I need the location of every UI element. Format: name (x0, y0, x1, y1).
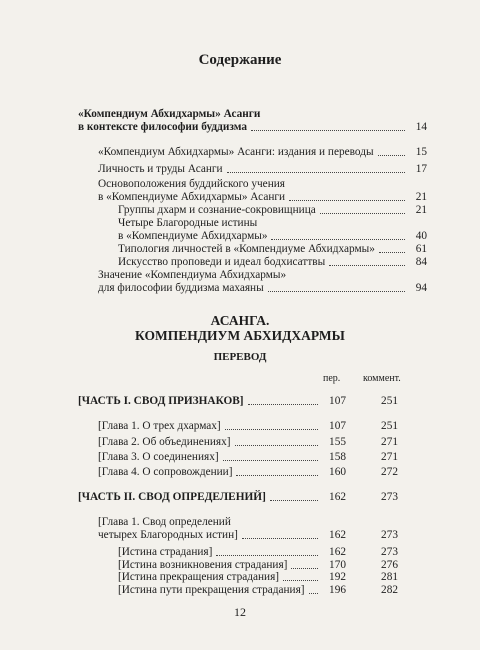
translation-entry-title: [Глава 3. О соединениях] (98, 451, 219, 463)
dot-leader (216, 555, 318, 556)
intro-entry-title: «Компендиум Абхидхармы» Асанги (78, 108, 261, 120)
translation-page-cell: 170 (329, 559, 346, 571)
dot-leader (235, 445, 318, 446)
page-number-cell: 40 (415, 229, 427, 242)
page-number-cell: 17 (415, 163, 427, 175)
translation-entry-title: [Глава 1. Свод определений (98, 516, 231, 528)
translation-page-cell: 162 (329, 546, 346, 558)
dot-leader (223, 460, 318, 461)
translation-page-cell: 155 (329, 436, 346, 448)
intro-entry-title: в контексте философии буддизма (78, 120, 248, 133)
section-subtitle: ПЕРЕВОД (213, 351, 267, 363)
book-title-line2: КОМПЕНДИУМ АБХИДХАРМЫ (135, 328, 345, 343)
dot-leader (329, 265, 405, 266)
page-number-cell: 14 (415, 120, 427, 133)
intro-entry-title: в «Компендиуме Абхидхармы» Асанги (98, 190, 286, 203)
translation-entry-title: [ЧАСТЬ II. СВОД ОПРЕДЕЛЕНИЙ] (78, 491, 266, 503)
page-number: 12 (234, 605, 246, 619)
intro-entry-title: Четыре Благородные истины (118, 217, 258, 229)
intro-entry-title: Искусство проповеди и идеал бодхисаттвы (118, 256, 326, 268)
translation-entry-title: [Истина прекращения страдания] (118, 571, 280, 583)
commentary-page-cell: 281 (381, 571, 398, 583)
intro-entry-title: Значение «Компендиума Абхидхармы» (98, 269, 287, 281)
translation-entry-title: четырех Благородных истин] (98, 528, 238, 541)
intro-entry-title: Группы дхарм и сознание-сокровищница (118, 204, 316, 216)
dot-leader (236, 475, 318, 476)
dot-leader (227, 172, 405, 173)
translation-page-cell: 158 (329, 451, 346, 463)
page-number-cell: 84 (415, 256, 427, 268)
commentary-page-cell: 271 (381, 451, 398, 463)
book-title-line1: АСАНГА. (210, 313, 270, 328)
page-number-cell: 94 (415, 281, 427, 294)
commentary-page-cell: 282 (381, 584, 398, 596)
page-number-cell: 61 (415, 243, 427, 255)
dot-leader (251, 130, 405, 131)
translation-page-cell: 107 (329, 395, 346, 407)
dot-leader (271, 239, 405, 240)
intro-entry-title: Личность и труды Асанги (98, 163, 223, 175)
intro-entry-title: «Компендиум Абхидхармы» Асанги: издания и переводы (98, 146, 374, 158)
dot-leader (320, 213, 405, 214)
intro-entry-title: Типология личностей в «Компендиуме Абхидхармы» (118, 243, 375, 255)
commentary-page-cell: 273 (381, 546, 398, 558)
translation-page-cell: 107 (329, 420, 346, 432)
page-number-cell: 21 (415, 190, 427, 203)
intro-entry-title: для философии буддизма махаяны (98, 281, 264, 294)
commentary-page-cell: 251 (381, 395, 398, 407)
dot-leader (291, 568, 318, 569)
page-number-cell: 21 (415, 204, 427, 216)
translation-page-cell: 160 (329, 466, 346, 478)
dot-leader (289, 200, 405, 201)
commentary-page-cell: 273 (381, 528, 398, 541)
translation-entry-title: [Глава 1. О трех дхармах] (98, 420, 221, 432)
intro-entry-title: Основоположения буддийского учения (98, 178, 285, 190)
dot-leader (283, 580, 318, 581)
dot-leader (270, 500, 318, 501)
translation-entry-title: [ЧАСТЬ I. СВОД ПРИЗНАКОВ] (78, 395, 244, 407)
contents-title: Содержание (198, 52, 282, 68)
dot-leader (242, 538, 318, 539)
translation-entry-title: [Истина возникновения страдания] (118, 559, 288, 571)
translation-entry-title: [Истина пути прекращения страдания] (118, 584, 305, 596)
commentary-page-cell: 271 (381, 436, 398, 448)
translation-page-cell: 162 (329, 528, 346, 541)
commentary-page-cell: 272 (381, 466, 398, 478)
page-number-cell: 15 (415, 146, 427, 158)
dot-leader (225, 429, 318, 430)
column-header-comm: коммент. (363, 373, 401, 384)
translation-page-cell: 196 (329, 584, 346, 596)
dot-leader (268, 291, 405, 292)
commentary-page-cell: 251 (381, 420, 398, 432)
dot-leader (248, 404, 318, 405)
commentary-page-cell: 276 (381, 559, 398, 571)
intro-entry-title: в «Компендиуме Абхидхармы» (118, 229, 268, 242)
translation-page-cell: 192 (329, 571, 346, 583)
column-header-per: пер. (323, 373, 341, 384)
translation-entry-title: [Глава 2. Об объединениях] (98, 436, 231, 448)
translation-entry-title: [Глава 4. О сопровождении] (98, 466, 233, 478)
commentary-page-cell: 273 (381, 491, 398, 503)
translation-page-cell: 162 (329, 491, 346, 503)
translation-entry-title: [Истина страдания] (118, 546, 213, 558)
